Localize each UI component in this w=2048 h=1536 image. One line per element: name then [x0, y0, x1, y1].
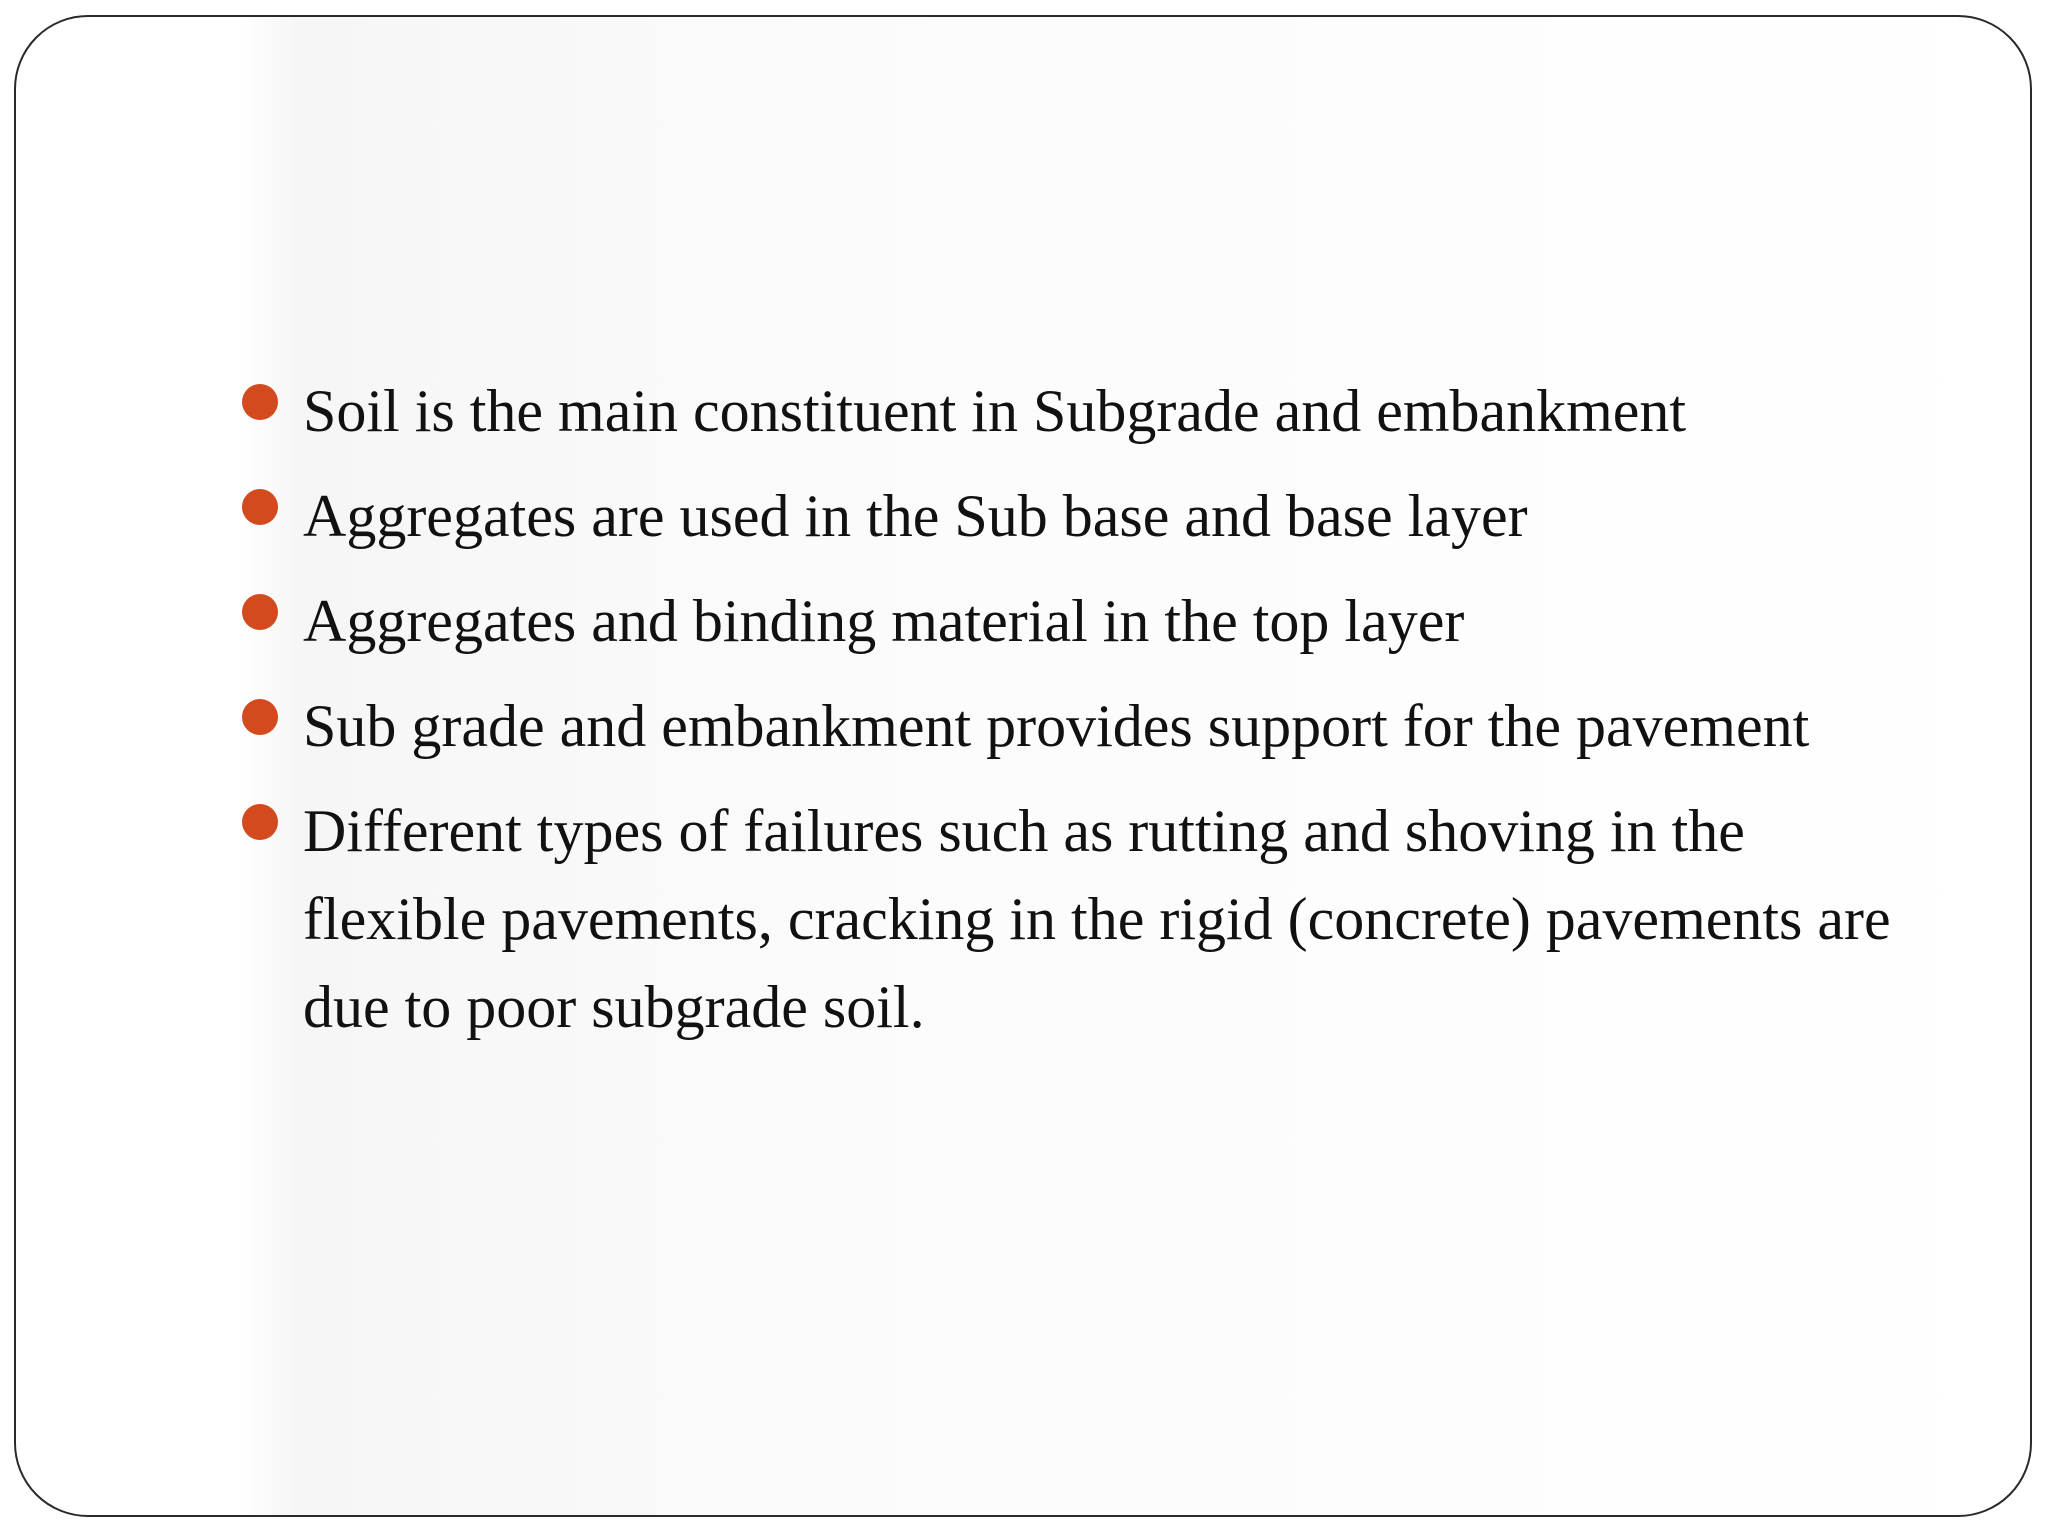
bullet-text: Soil is the main constituent in Subgrade and embankment — [303, 378, 1687, 444]
bullet-item — [242, 577, 1942, 665]
bullet-text: Aggregates and binding material in the top layer — [303, 588, 1465, 654]
bullet-text: Aggregates are used in the Sub base and base layer — [303, 483, 1528, 549]
bullet-text: Different types of failures such as rutting and shoving in the flexible pavements, cracking in the rigid (concrete) pavements are due to poor subgrade soil. — [303, 798, 1891, 1040]
bullet-text: Sub grade and embankment provides support for the pavement — [303, 693, 1810, 759]
bullet-dot-icon — [242, 384, 278, 420]
bullet-list — [242, 367, 1942, 1068]
slide-frame — [14, 15, 2032, 1517]
bullet-item — [242, 472, 1942, 560]
bullet-dot-icon — [242, 804, 278, 840]
bullet-dot-icon — [242, 699, 278, 735]
bullet-dot-icon — [242, 594, 278, 630]
bullet-item — [242, 787, 1942, 1051]
bullet-item — [242, 682, 1942, 770]
bullet-dot-icon — [242, 489, 278, 525]
bullet-item — [242, 367, 1942, 455]
